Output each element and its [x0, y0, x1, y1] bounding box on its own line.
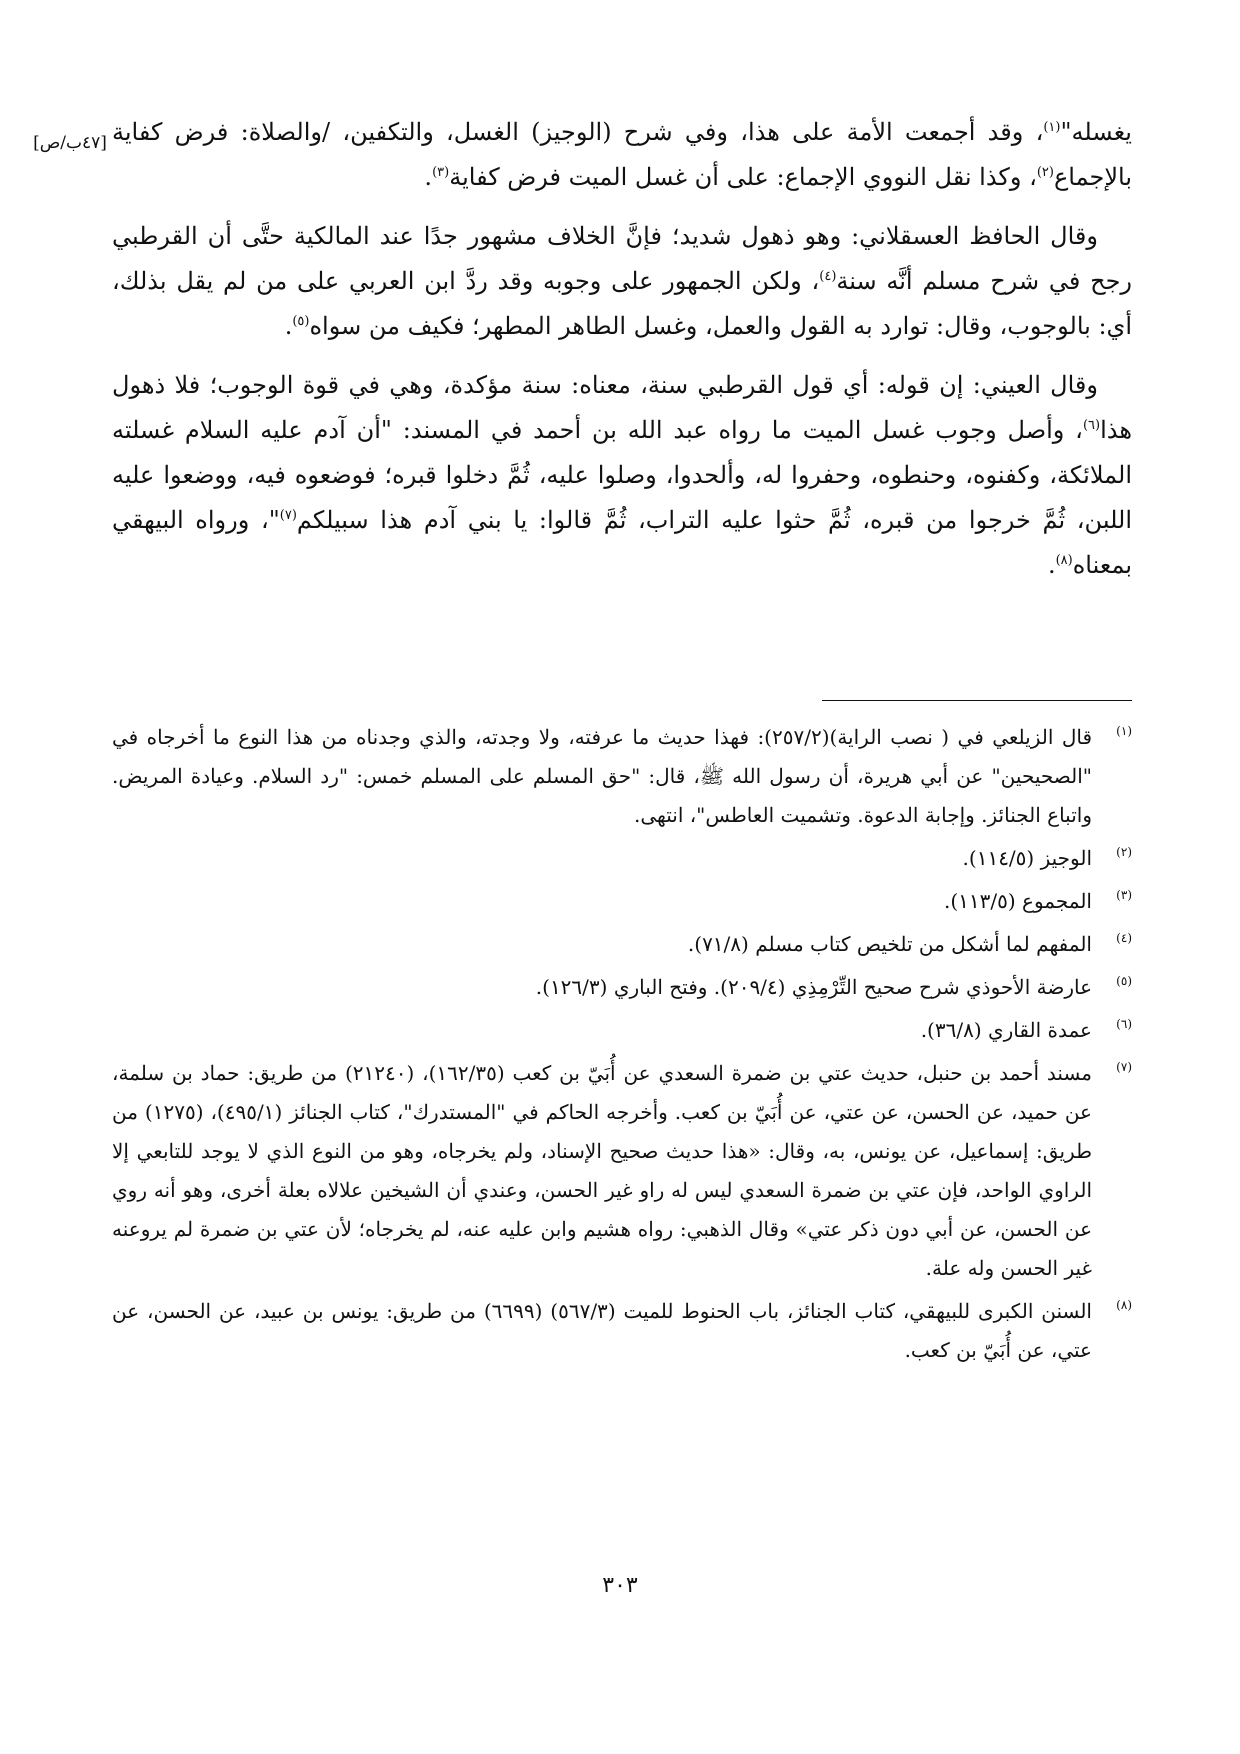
footnote-5-text: عارضة الأحوذي شرح صحيح التِّرْمِذِي (٢٠٩/٤). وفتح الباري (١٢٦/٣). — [535, 975, 1092, 999]
footnote-7 — [112, 1054, 1132, 1288]
footnote-8-text: السنن الكبرى للبيهقي، كتاب الجنائز، باب الحنوط للميت (٥٦٧/٣) (٦٦٩٩) من طريق: يونس بن عبيد، عن الحسن، عن عتي، عن أُبَيّ بن كعب. — [112, 1299, 1092, 1362]
paragraph-2-part-1: وقال الحافظ العسقلاني: وهو ذهول شديد؛ فإنَّ الخلاف مشهور جدًا عند المالكية حتَّى أن القرطبي رجح في شرح مسلم أنَّه سنة — [112, 222, 1132, 295]
paragraph-1-part-1: يغسله" — [1060, 118, 1132, 146]
footnote-1-text: قال الزيلعي في ( نصب الراية)(٢٥٧/٢): فهذا حديث ما عرفته، ولا وجدته، والذي وجدناه من هذا النوع ما أخرجاه في "الصحيحين" عن أبي هريرة، أن رسول الله ﷺ، قال: "حق المسلم على المسلم خمس: "رد السلام. وعيادة المريض. واتباع الجنائز. وإجابة الدعوة. وتشميت العاطس"، انتهى. — [112, 725, 1093, 827]
footnote-2-number: (٢) — [1116, 845, 1132, 859]
paragraph-3 — [112, 363, 1132, 588]
footnote-7-text: مسند أحمد بن حنبل، حديث عتي بن ضمرة السعدي عن أُبَيّ بن كعب (١٦٢/٣٥)، (٢١٢٤٠) من طريق: حماد بن سلمة، عن حميد، عن الحسن، عن عتي، عن أُبَيّ بن كعب. وأخرجه الحاكم في "المستدرك"، كتاب الجنائز (٤٩٥/١)، (١٢٧٥) من طريق: إسماعيل، عن يونس، به، وقال: «هذا حديث صحيح الإسناد، ولم يخرجاه، وهو من النوع الذي لا يوجد للتابعي إلا الراوي الواحد، فإن عتي بن ضمرة السعدي ليس له راو غير الحسن، وعندي أن الشيخين علالاه بعلة أخرى، وهو أنه روي عن الحسن، عن أبي دون ذكر عتي» وقال الذهبي: رواه هشيم وابن عليه عنه، لم يخرجاه؛ لأن عتي بن ضمرة لم يروعنه غير الحسن وله علة. — [112, 1061, 1092, 1280]
footnote-ref-3[interactable]: (٣) — [432, 165, 450, 180]
footnote-4-text: المفهم لما أشكل من تلخيص كتاب مسلم (٧١/٨). — [687, 932, 1092, 956]
footnote-5 — [112, 968, 1132, 1007]
footnote-ref-2[interactable]: (٢) — [1036, 165, 1054, 180]
footnotes-section — [112, 718, 1132, 1374]
page-number: ٣٠٣ — [602, 1573, 638, 1598]
paragraph-3-part-3: "، ورواه البيهقي بمعناه — [112, 506, 1132, 579]
footnote-ref-4[interactable]: (٤) — [819, 269, 837, 284]
footnote-1 — [112, 718, 1132, 835]
paragraph-2 — [112, 214, 1132, 349]
paragraph-1-part-3: ، وكذا نقل النووي الإجماع: على أن غسل الميت فرض كفاية — [449, 163, 1037, 191]
footnote-6-text: عمدة القاري (٣٦/٨). — [920, 1018, 1092, 1042]
footnote-4 — [112, 925, 1132, 964]
footnote-ref-5[interactable]: (٥) — [292, 314, 310, 329]
paragraph-1-part-2: ، وقد أجمعت الأمة على هذا، وفي شرح (الوجيز) الغسل، والتكفين، /والصلاة: فرض كفاية بالإجماع — [112, 118, 1132, 191]
footnote-3-text: المجموع (١١٣/٥). — [943, 889, 1092, 913]
paragraph-2-part-2: ، ولكن الجمهور على وجوبه وقد ردَّ ابن العربي على من لم يقل بذلك، أي: بالوجوب، وقال: توارد به القول والعمل، وغسل الطاهر المطهر؛ فكيف من سواه — [112, 267, 1132, 340]
paragraph-3-part-2: ، وأصل وجوب غسل الميت ما رواه عبد الله بن أحمد في المسند: "أن آدم عليه السلام غسلته الملائكة، وكفنوه، وحنطوه، وحفروا له، وألحدوا، وصلوا عليه، ثُمَّ دخلوا قبره؛ فوضعوه فيه، ووضعوا عليه اللبن، ثُمَّ خرجوا من قبره، ثُمَّ حثوا عليه التراب، ثُمَّ قالوا: يا بني آدم هذا سبيلكم — [112, 416, 1133, 534]
footnote-8-number: (٨) — [1116, 1298, 1132, 1312]
footnote-ref-1[interactable]: (١) — [1043, 120, 1061, 135]
paragraph-2-part-3: . — [284, 312, 293, 340]
paragraph-3-part-1: وقال العيني: إن قوله: أي قول القرطبي سنة، معناه: سنة مؤكدة، وهي في قوة الوجوب؛ فلا ذهول هذا — [112, 371, 1132, 444]
footnote-3 — [112, 882, 1132, 921]
paragraph-1-part-4: . — [424, 163, 433, 191]
footnote-4-number: (٤) — [1116, 931, 1132, 945]
footnote-1-number: (١) — [1116, 724, 1132, 738]
footnote-5-number: (٥) — [1116, 974, 1132, 988]
paragraph-3-part-4: . — [1047, 551, 1056, 579]
footnote-2 — [112, 839, 1132, 878]
footnote-ref-8[interactable]: (٨) — [1055, 553, 1073, 568]
footnote-separator — [822, 700, 1132, 701]
footnote-2-text: الوجيز (١١٤/٥). — [962, 846, 1092, 870]
footnote-6-number: (٦) — [1116, 1017, 1132, 1031]
footnote-8 — [112, 1292, 1132, 1370]
footnote-ref-6[interactable]: (٦) — [1082, 418, 1101, 433]
main-text — [112, 110, 1132, 602]
footnote-7-number: (٧) — [1116, 1060, 1132, 1074]
paragraph-1 — [112, 110, 1132, 200]
footnote-ref-7[interactable]: (٧) — [279, 508, 297, 523]
footnote-3-number: (٣) — [1116, 888, 1132, 902]
margin-folio-note: [٤٧ب/ص] — [33, 133, 107, 153]
footnote-6 — [112, 1011, 1132, 1050]
